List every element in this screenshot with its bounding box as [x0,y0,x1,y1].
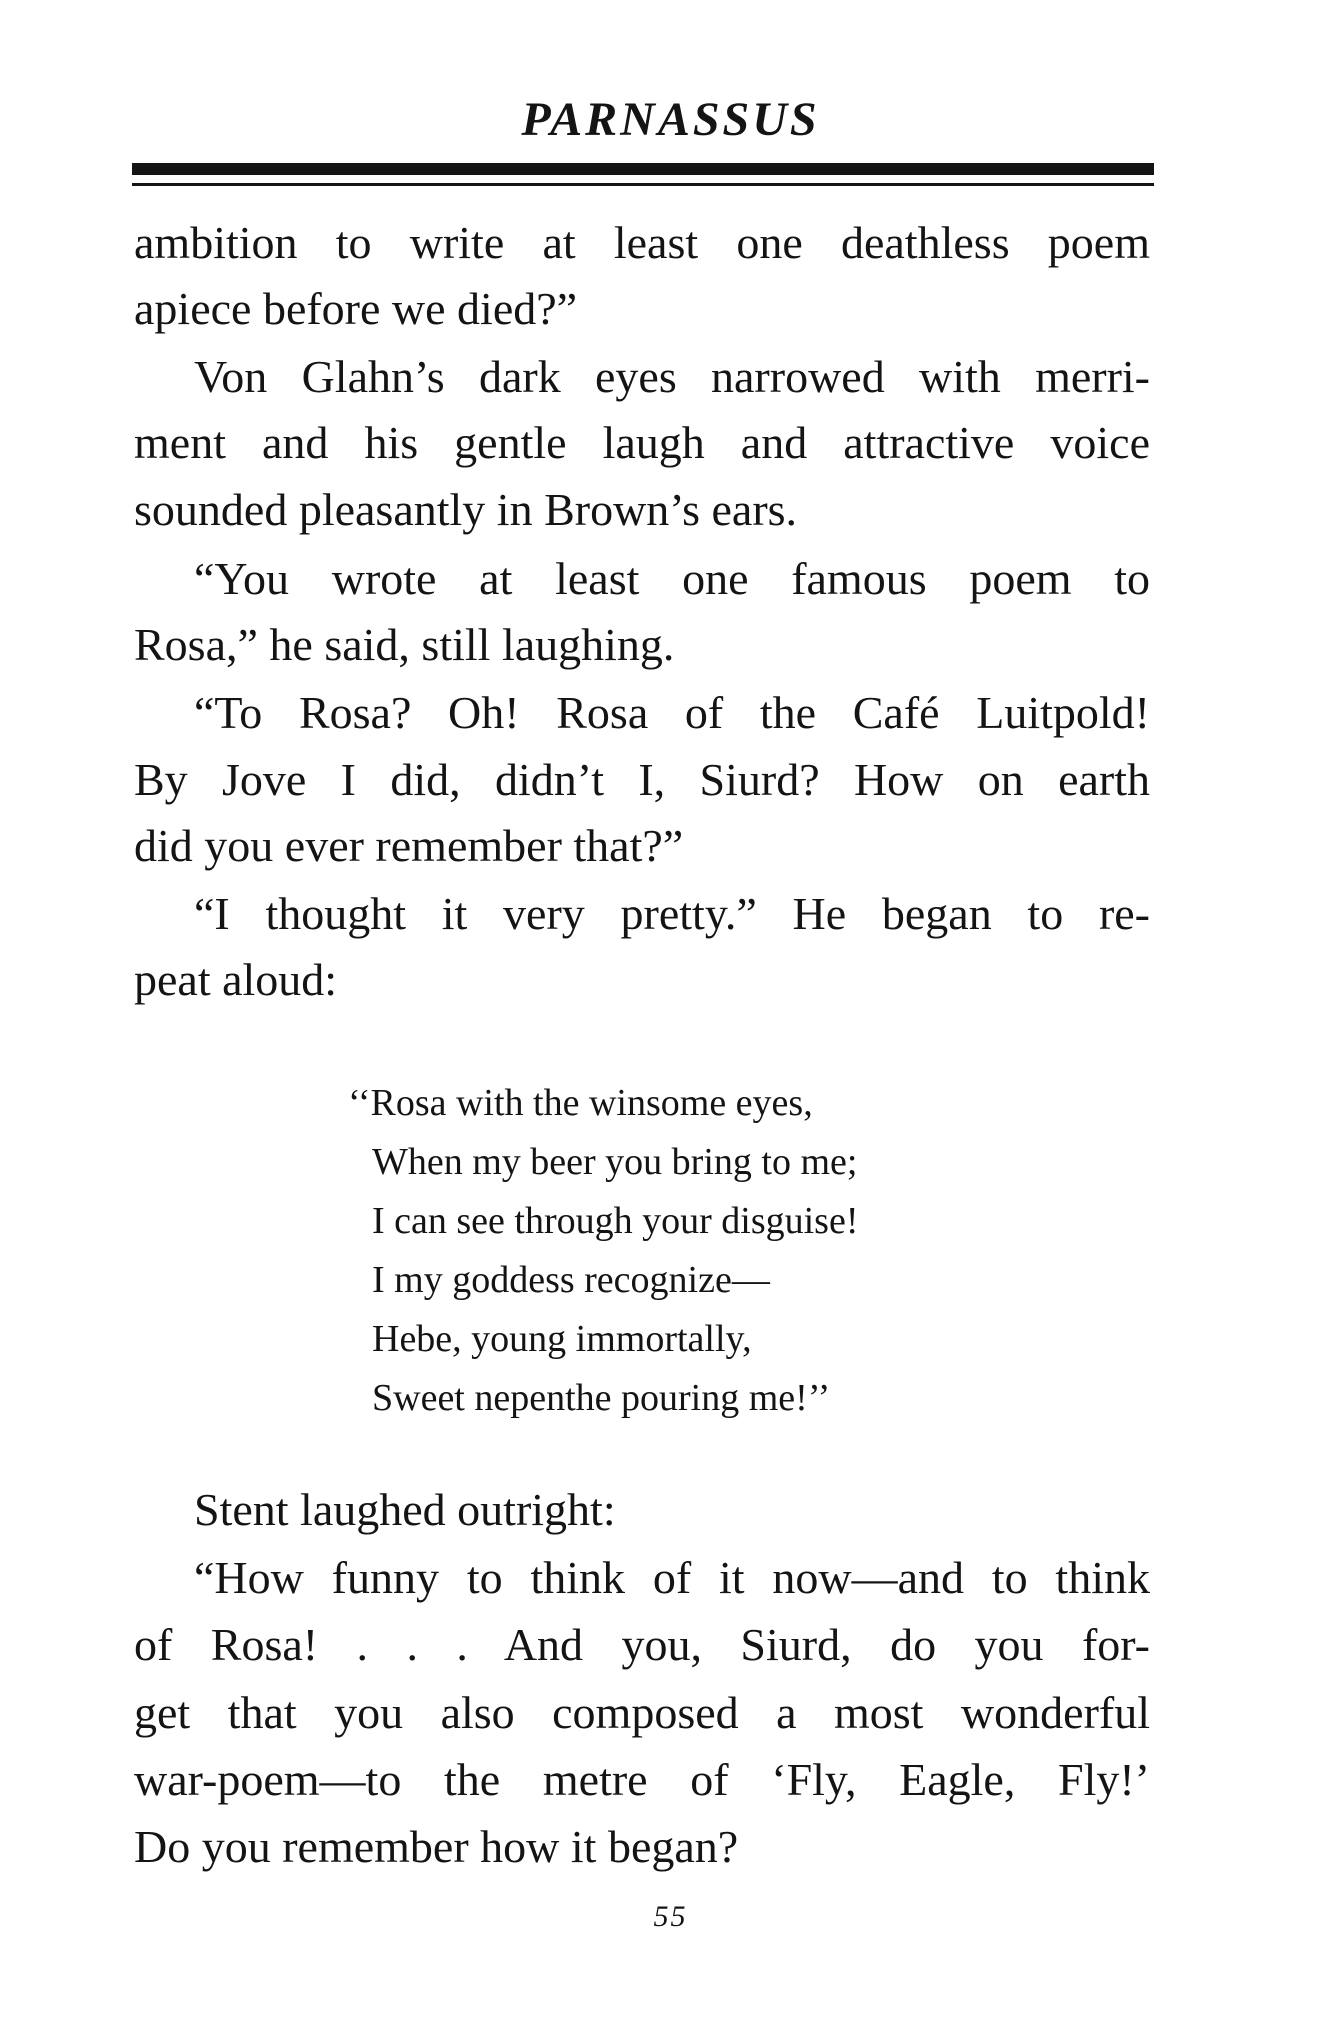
running-head: PARNASSUS [521,93,820,146]
text-line: “To Rosa? Oh! Rosa of the Café Luitpold! [194,687,1150,738]
verse-line: ‘‘Rosa with the winsome eyes, [348,1082,813,1124]
verse-line: I my goddess recognize— [372,1259,770,1301]
verse-line: Hebe, young immortally, [372,1318,752,1360]
text-line: Stent laughed outright: [194,1484,616,1535]
text-line: “I thought it very pretty.” He began to re- [194,888,1150,939]
text-line: “You wrote at least one famous poem to [194,553,1150,604]
verse-line: Sweet nepenthe pouring me!’’ [372,1377,831,1419]
text-line: apiece before we died?” [134,283,578,334]
text-line: By Jove I did, didn’t I, Siurd? How on earth [134,754,1150,805]
text-line: Von Glahn’s dark eyes narrowed with merri- [194,351,1150,402]
header-rule-thin [132,183,1154,186]
header-rule-thick [132,163,1154,175]
text-line: ambition to write at least one deathless poem [134,217,1150,268]
verse-line: When my beer you bring to me; [372,1141,858,1183]
text-line: ment and his gentle laugh and attractive voice [134,417,1150,468]
text-line: get that you also composed a most wonderful [134,1687,1150,1738]
verse-line: I can see through your disguise! [372,1200,859,1242]
text-line: war-poem—to the metre of ‘Fly, Eagle, Fly!’ [134,1754,1150,1805]
text-line: Do you remember how it began? [134,1821,739,1872]
text-line: peat aloud: [134,954,338,1005]
page-number: 55 [653,1900,688,1933]
text-line: sounded pleasantly in Brown’s ears. [134,484,798,535]
text-line: did you ever remember that?” [134,820,684,871]
text-line: “How funny to think of it now—and to think [194,1552,1150,1603]
text-line: of Rosa! . . . And you, Siurd, do you for- [134,1619,1150,1670]
text-line: Rosa,” he said, still laughing. [134,619,675,670]
